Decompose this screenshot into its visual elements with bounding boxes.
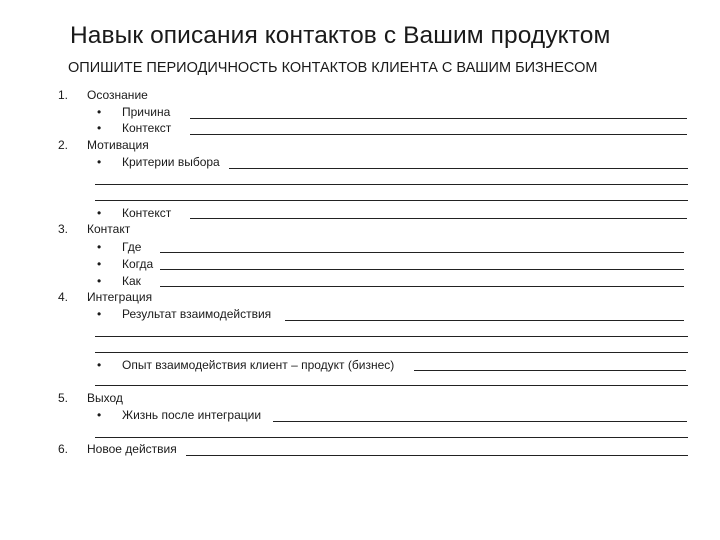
bullet-icon: • (97, 155, 102, 169)
section-heading-integration: Интеграция (87, 290, 153, 304)
item-label-context-2: Контекст (122, 206, 172, 220)
bullet-icon: • (97, 206, 102, 220)
item-label-context: Контекст (122, 121, 172, 135)
answer-line-selection-criteria-2[interactable] (95, 184, 688, 185)
page-title: Навык описания контактов с Вашим продуктом (70, 22, 611, 49)
answer-line-context[interactable] (190, 134, 687, 135)
section-number-2: 2. (58, 138, 69, 152)
answer-line-context-2[interactable] (190, 218, 687, 219)
answer-line-interaction-result-3[interactable] (95, 352, 688, 353)
answer-line-when[interactable] (160, 269, 684, 270)
answer-line-where[interactable] (160, 252, 684, 253)
section-heading-awareness: Осознание (87, 88, 148, 102)
section-heading-exit: Выход (87, 391, 123, 405)
answer-line-selection-criteria[interactable] (229, 168, 688, 169)
answer-line-reason[interactable] (190, 118, 687, 119)
answer-line-life-after-integration[interactable] (273, 421, 687, 422)
bullet-icon: • (97, 121, 102, 135)
answer-line-new-action[interactable] (186, 455, 688, 456)
answer-line-selection-criteria-3[interactable] (95, 200, 688, 201)
answer-line-life-after-integration-2[interactable] (95, 437, 688, 438)
bullet-icon: • (97, 257, 102, 271)
answer-line-interaction-result[interactable] (285, 320, 684, 321)
item-label-life-after-integration: Жизнь после интеграции (122, 408, 262, 422)
item-label-client-product-experience: Опыт взаимодействия клиент – продукт (бизнес) (122, 358, 395, 372)
answer-line-client-product-experience-2[interactable] (95, 385, 688, 386)
bullet-icon: • (97, 358, 102, 372)
item-label-how: Как (122, 274, 141, 288)
item-label-interaction-result: Результат взаимодействия (122, 307, 272, 321)
item-label-where: Где (122, 240, 142, 254)
section-number-1: 1. (58, 88, 69, 102)
section-heading-motivation: Мотивация (87, 138, 149, 152)
bullet-icon: • (97, 408, 102, 422)
answer-line-how[interactable] (160, 286, 684, 287)
item-label-selection-criteria: Критерии выбора (122, 155, 220, 169)
section-number-5: 5. (58, 391, 69, 405)
bullet-icon: • (97, 240, 102, 254)
page-subtitle: ОПИШИТЕ ПЕРИОДИЧНОСТЬ КОНТАКТОВ КЛИЕНТА С ВАШИМ БИЗНЕСОМ (68, 60, 598, 76)
section-number-4: 4. (58, 290, 69, 304)
bullet-icon: • (97, 307, 102, 321)
bullet-icon: • (97, 274, 102, 288)
section-heading-new-action: Новое действия (87, 442, 177, 456)
section-number-6: 6. (58, 442, 69, 456)
section-number-3: 3. (58, 222, 69, 236)
section-heading-contact: Контакт (87, 222, 131, 236)
bullet-icon: • (97, 105, 102, 119)
item-label-reason: Причина (122, 105, 171, 119)
answer-line-client-product-experience[interactable] (414, 370, 686, 371)
item-label-when: Когда (122, 257, 154, 271)
answer-line-interaction-result-2[interactable] (95, 336, 688, 337)
